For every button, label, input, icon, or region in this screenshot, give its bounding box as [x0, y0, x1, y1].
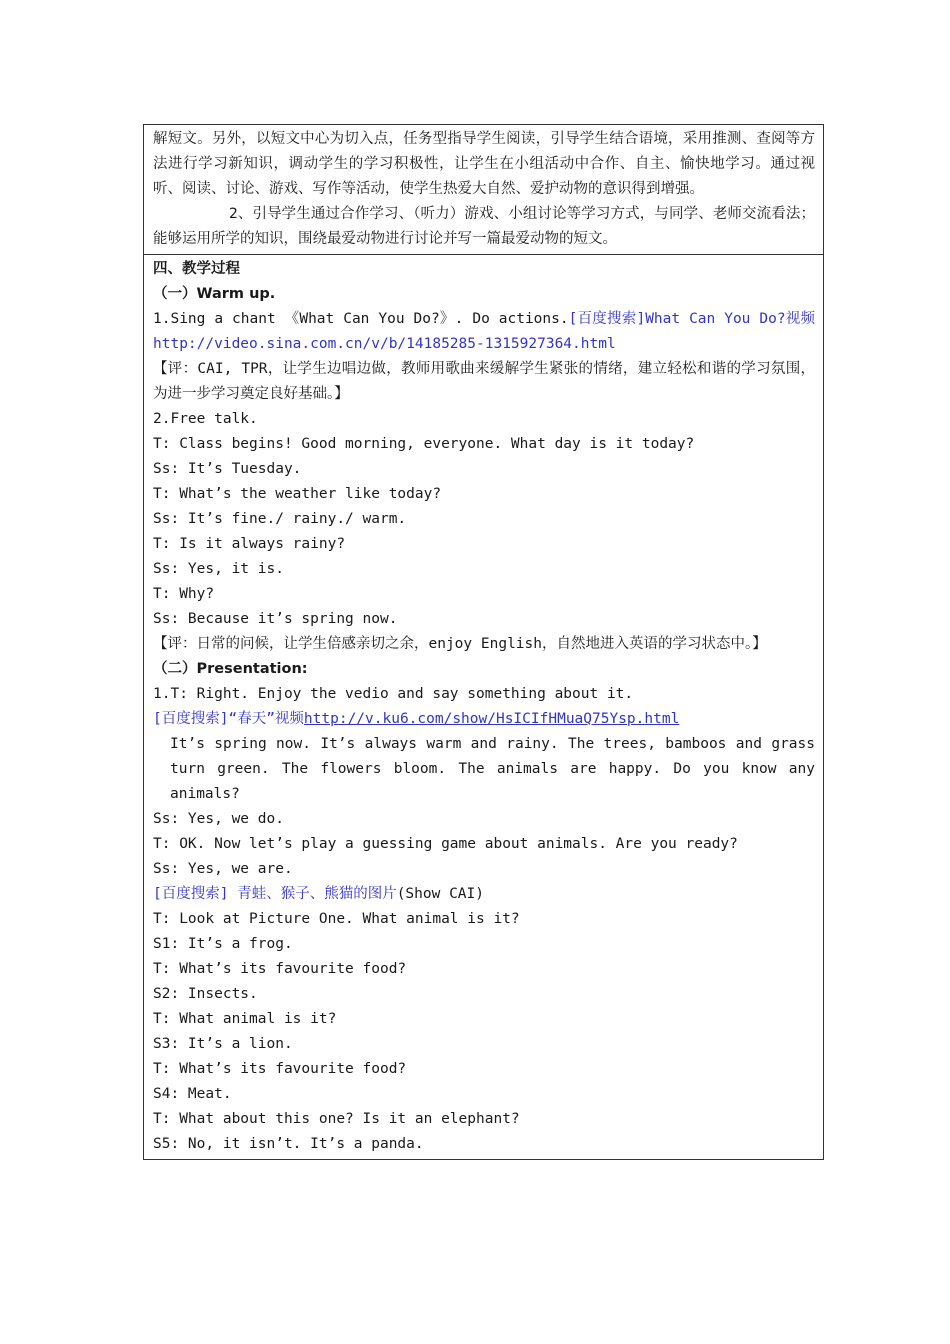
dialog-line: T: What about this one? Is it an elephant? — [153, 1111, 520, 1127]
baidu-search-link-2[interactable]: [百度搜索]“春天”视频 — [153, 711, 304, 727]
dialog-line: T: What animal is it? — [153, 1011, 337, 1027]
presentation-title: （二）Presentation: — [153, 661, 308, 677]
objectives-paragraph-2: 2、引导学生通过合作学习、（听力）游戏、小组讨论等学习方式，与同学、老师交流看法；能够运用所学的知识，围绕最爱动物进行讨论并写一篇最爱动物的短文。 — [153, 206, 815, 247]
dialog-line: T: What’s the weather like today? — [153, 486, 442, 502]
dialog-line: T: Class begins! Good morning, everyone. What day is it today? — [153, 436, 695, 452]
spring-video-row — [153, 707, 815, 732]
dialog-line: S2: Insects. — [153, 986, 258, 1002]
video-url-2[interactable]: http://v.ku6.com/show/HsICIfHMuaQ75Ysp.html — [303, 711, 680, 727]
dialog-line: T: Why? — [153, 586, 215, 602]
dialog-line: Ss: Because it’s spring now. — [153, 611, 398, 627]
dialog-line: S4: Meat. — [153, 1086, 232, 1102]
presentation-item-1: 1.T: Right. Enjoy the vedio and say something about it. — [153, 686, 634, 702]
dialog-line: Ss: Yes, we do. — [153, 811, 284, 827]
objectives-cell — [144, 125, 823, 254]
dialog-line: Ss: Yes, it is. — [153, 561, 284, 577]
dialog-line: T: What’s its favourite food? — [153, 961, 407, 977]
show-cai-note: (Show CAI) — [396, 886, 485, 902]
video-url-1[interactable]: http://video.sina.com.cn/v/b/14185285-1315927364.html — [153, 336, 616, 352]
objectives-paragraph: 解短文。另外，以短文中心为切入点，任务型指导学生阅读，引导学生结合语境，采用推测、查阅等方法进行学习新知识，调动学生的学习积极性，让学生在小组活动中合作、自主、愉快地学习。通过视听、阅读、讨论、游戏、写作等活动，使学生热爱大自然、爱护动物的意识得到增强。 — [153, 131, 815, 197]
dialog-line: S3: It’s a lion. — [153, 1036, 293, 1052]
dialog-line: Ss: Yes, we are. — [153, 861, 293, 877]
dialog-line: S1: It’s a frog. — [153, 936, 293, 952]
comment-2: 【评：日常的问候，让学生倍感亲切之余，enjoy English，自然地进入英语的学习状态中。】 — [153, 636, 767, 652]
comment-1: 【评：CAI, TPR，让学生边唱边做，教师用歌曲来缓解学生紧张的情绪，建立轻松和谐的学习氛围，为进一步学习奠定良好基础。】 — [153, 361, 815, 402]
dialog-line: Ss: It’s fine./ rainy./ warm. — [153, 511, 407, 527]
dialog-line: T: OK. Now let’s play a guessing game about animals. Are you ready? — [153, 836, 738, 852]
dialog-free-talk — [153, 432, 815, 632]
dialog-line: T: Is it always rainy? — [153, 536, 346, 552]
dialog-animals — [153, 907, 815, 1157]
item1-text: 1.Sing a chant 《What Can You Do?》. Do actions. — [153, 311, 569, 327]
warmup-item-1 — [153, 307, 815, 357]
dialog-line: T: Look at Picture One. What animal is it? — [153, 911, 520, 927]
dialog-line: Ss: It’s Tuesday. — [153, 461, 302, 477]
warmup-title: （一）Warm up. — [153, 286, 276, 302]
dialog-line: T: What’s its favourite food? — [153, 1061, 407, 1077]
lesson-plan-table — [143, 124, 824, 1160]
free-talk-title: 2.Free talk. — [153, 411, 258, 427]
dialog-line: S5: No, it isn’t. It’s a panda. — [153, 1136, 424, 1152]
dialog-guessing — [153, 807, 815, 882]
baidu-search-link-3[interactable]: [百度搜索] 青蛙、猴子、熊猫的图片 — [153, 886, 397, 902]
pictures-row — [153, 882, 815, 907]
spring-paragraph: It’s spring now. It’s always warm and rainy. The trees, bamboos and grass turn green. The flowers bloom. The animals are happy. Do you know any animals? — [170, 736, 815, 802]
teaching-process-cell — [144, 254, 823, 1159]
baidu-search-link-1[interactable]: [百度搜索]What Can You Do?视频 — [568, 311, 816, 327]
section-title: 四、教学过程 — [153, 261, 240, 277]
